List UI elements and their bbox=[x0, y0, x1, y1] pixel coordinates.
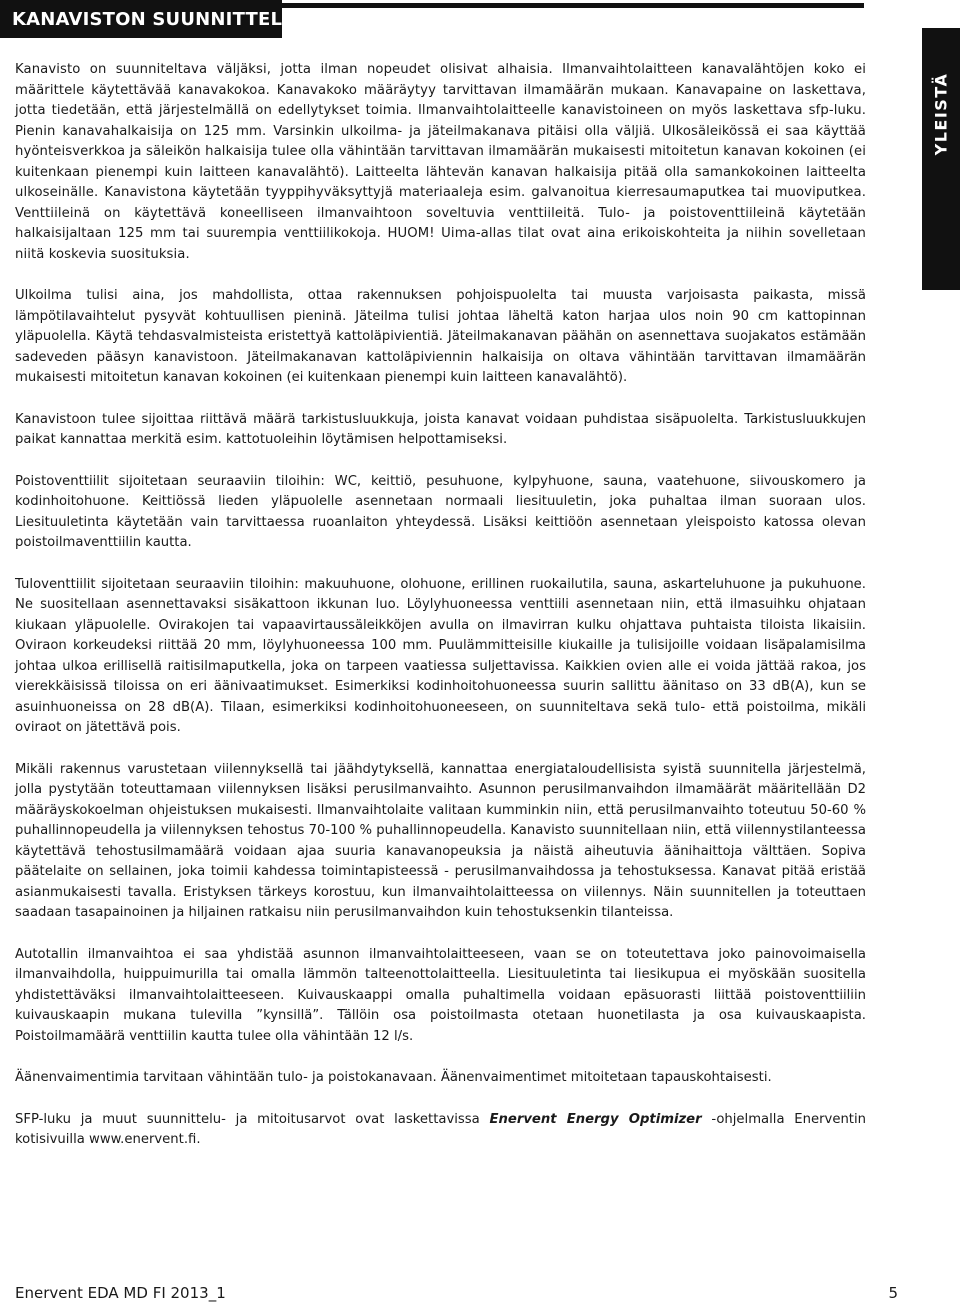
header-rule bbox=[282, 3, 864, 8]
paragraph-exhaust-valves: Poistoventtiilit sijoitetaan seuraaviin tiloihin: WC, keittiö, pesuhuone, kylpyhuone, sauna, vaatehuone, siivouskomero ja kodinhoitohuone. Keittiössä lieden yläpuolelle asennetaan normaali liesituuletin, joka puhaltaa ilman suoraan ulos. Liesituuletinta käytetään vain tarvittaessa ruoanlaiton yhteydessä. Lisäksi keittiöön asennetaan yleispoisto katossa olevan poistoilmaventtiilin kautta. bbox=[15, 473, 866, 550]
body-content bbox=[15, 60, 866, 1172]
paragraph-sfp-reference bbox=[15, 1110, 866, 1151]
footer-doc-code: Enervent EDA MD FI 2013_1 bbox=[15, 1284, 226, 1302]
energy-optimizer-brand: Enervent Energy Optimizer bbox=[489, 1111, 702, 1127]
section-title: KANAVISTON SUUNNITTELU bbox=[12, 9, 297, 30]
page-number: 5 bbox=[888, 1284, 898, 1302]
paragraph-garage: Autotallin ilmanvaihtoa ei saa yhdistää asunnon ilmanvaihtolaitteeseen, vaan se on toteutettava joko painovoimaisella ilmanvaihdolla, huippuimurilla tai omalla lämmön talteenottolaitteella. Liesituuletinta tai liesikupua ei myöskään suositella yhdistettäväksi ilmanvaihtolaitteeseen. Kuivauskaappi omalla puhaltimella voidaan epäsuorasti liittää poistoventtiiliin kuivauskaapin mukana tulevilla ”kynsillä”. Tällöin osa poistoilmasta otetaan huonetilasta ja osa kuivauskaapista. Poistoilmamäärä venttiilin kautta tulee olla vähintään 12 l/s. bbox=[15, 946, 866, 1044]
paragraph-inspection-hatches: Kanavistoon tulee sijoittaa riittävä määrä tarkistusluukkuja, joista kanavat voidaan puhdistaa sisäpuolelta. Tarkistusluukkujen paikat kannattaa merkitä esim. kattotuoleihin löytämisen helpottamiseksi. bbox=[15, 411, 866, 447]
sfp-text-before: SFP-luku ja muut suunnittelu- ja mitoitusarvot ovat laskettavissa bbox=[15, 1111, 490, 1127]
side-tab-label: YLEISTÄ bbox=[931, 72, 951, 156]
sfp-text-after: -ohjelmalla Enerventin kotisivuilla www.enervent.fi. bbox=[15, 1111, 866, 1147]
side-tab bbox=[922, 28, 960, 290]
paragraph-supply-valves: Tuloventtiilit sijoitetaan seuraaviin tiloihin: makuuhuone, olohuone, erillinen ruokailutila, sauna, askarteluhuone ja pukuhuone. Ne suositellaan asennettavaksi sisäkattoon ikkunan luo. Löylyhuoneessa venttiili asennetaan niin, että ilmasuihku ohjataan kiukaan yläpuolelle. Ovirakojen tai vapaavirtaussäleikköjen avulla on ilmavirran kulku ohjattava puhtaista tiloista likaisiin. Oviraon korkeudeksi riittää 20 mm, löylyhuoneessa 100 mm. Puulämmitteisille kiukaille ja tulisijoille voidaan lisäpalamisilma johtaa ulkoa erillisellä raitisilmaputkella, joka on tarpeen vaatiessa suljettavissa. Kaikkien ovien alle ei voida jättää rakoa, jos vierekkäisissä tiloissa on eri äänivaatimukset. Esimerkiksi kodinhoitohuoneessa suurin sallittu äänitaso on 33 dB(A), kun se asuinhuoneissa on 28 dB(A). Tilaan, esimerkiksi kodinhoitohuoneeseen, on suunniteltava sekä tulo- että poistoilma, mikäli oviraot on jätettävä pois. bbox=[15, 576, 866, 735]
paragraph-outdoor-air: Ulkoilma tulisi aina, jos mahdollista, ottaa rakennuksen pohjoispuolelta tai muusta varjoisasta paikasta, missä lämpötilavaihtelut pysyvät kohtuullisen pieninä. Jäteilma tulisi johtaa läheltä katon harjaa ulos noin 90 cm kattopinnan yläpuolella. Käytä tehdasvalmisteista eristettyä kattoläpivientiä. Jäteilmakanavan päähän on asennettava suojakatos estämään sadeveden pääsyn kanavistoon. Jäteilmakanavan kattoläpiviennin halkaisija on oltava vähintään tarvittavan ilmamäärän mukaisesti mitoitetun kanavan kokoinen (ei kuitenkaan pienempi kuin laitteen kanavalähtö). bbox=[15, 288, 866, 385]
paragraph-silencers: Äänenvaimentimia tarvitaan vähintään tulo- ja poistokanavaan. Äänenvaimentimet mitoitetaan tapauskohtaisesti. bbox=[15, 1070, 772, 1085]
section-header-bar bbox=[0, 0, 297, 38]
paragraph-cooling: Mikäli rakennus varustetaan viilennyksellä tai jäähdytyksellä, kannattaa energiataloudellisista syistä suunnitella järjestelmä, jolla pystytään toteuttamaan viilennyksen lisäksi perusilmanvaihto. Asunnon perusilmanvaihdon ilmamäärät määritellään D2 määräyskokoelman ohjeistuksen mukaisesti. Ilmanvaihtolaite valitaan kumminkin niin, että perusilmanvaihto toteutuu 50-60 % puhallinnopeudella ja viilennyksen tehostus 70-100 % puhallinnopeudella. Kanavisto suunnitellaan niin, että viilennystilanteessa käytettävä tehostusilmamäärä voidaan ajaa suuria kanavanopeuksia ja näistä aiheutuvia äänihaittoja välttäen. Sopiva päätelaite on sellainen, joka toimii kahdessa toimintapisteessä - perusilmanvaihdossa ja tehostuksessa. Kanavat pitää eristää asianmukaisesti tavalla. Eristyksen tärkeys korostuu, kun ilmanvaihtolaitteessa on viilennys. Näin suunnitellen ja toteuttaen saadaan tasapainoinen ja hiljainen ratkaisu niin perusilmanvaihdon kuin tehostuksenkin tilanteissa. bbox=[15, 761, 866, 920]
paragraph-duct-sizing: Kanavisto on suunniteltava väljäksi, jotta ilman nopeudet olisivat alhaisia. Ilmanvaihtolaitteen kanavalähtöjen koko ei määrittele käytettävää kanavakokoa. Kanavakoko määräytyy tarvittavan ilmamäärän mukaan. Kanavapaine on laskettava, jotta tiedetään, että järjestelmällä on edellytykset toimia. Ilmanvaihtolaitteelle kanavistoineen on myös laskettava sfp-luku. Pienin kanavahalkaisija on 125 mm. Varsinkin ulkoilma- ja jäteilmakanava pitäisi olla väljiä. Ulkosäleikössä ei saa käyttää hyönteisverkkoa ja säleikön halkaisija tulee olla vähintään tarvittavan ilmamäärän mukaisesti mitoitetun kanavan kokoinen (ei kuitenkaan pienempi kuin laitteen kanavalähtö). Laitteelta lähtevän kanavan halkaisija pitää olla samankokoinen laitteelta ulkoseinälle. Kanavistona käytetään tyyppihyväksyttyjä materiaaleja esim. galvanoitua kierresaumaputkea tai muoviputkea. Venttiileinä on käytettävä koneelliseen ilmanvaihtoon soveltuvia venttiileitä. Tulo- ja poistoventtiileinä käytetään halkaisijaltaan 125 mm tai suurempia venttiilikokoja. HUOM! Uima-allas tilat ovat aina erikoiskohteita ja niihin sovelletaan niitä koskevia suosituksia. bbox=[15, 62, 866, 262]
